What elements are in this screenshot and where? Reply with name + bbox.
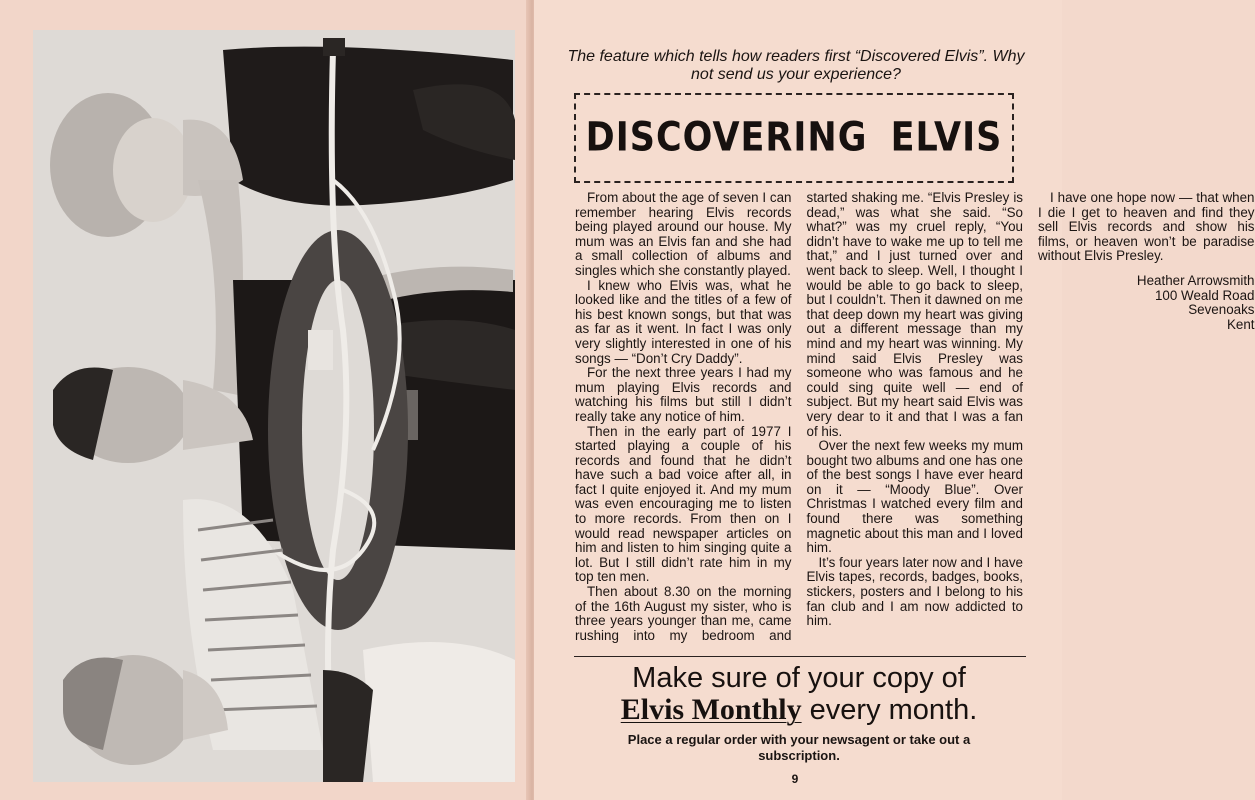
title-box: [574, 93, 1014, 183]
promo-headline: Make sure of your copy of: [632, 662, 966, 694]
author-town: Sevenoaks: [1188, 302, 1255, 318]
magazine-name: Elvis Monthly: [620, 693, 802, 726]
author-county: Kent: [1226, 316, 1255, 332]
article-paragraph: I knew who Elvis was, what he looked like and the titles of a few of his best known songs, but that was as far as it went. In fact I was only very slightly interested in one of his songs — “Don’t Cry Daddy”.: [575, 277, 792, 366]
article-paragraph: Then in the early part of 1977 I started playing a couple of his records and found that he didn’t have such a bad voice after all, in fact I quite enjoyed it. And my mum was even encouraging me to listen to more records. From then on I would read newspaper articles on him and listen to him singing quite a lot. But I still didn’t rate him in my top ten men.: [575, 423, 792, 585]
left-page: [0, 0, 530, 800]
promo-subtext: Place a regular order with your newsagent or take out a subscription.: [627, 732, 971, 763]
article-paragraph: It’s four years later now and I have Elvis tapes, records, badges, books, stickers, posters and I belong to his fan club and I am now addicted to him.: [806, 554, 1023, 629]
promo-rest: every month.: [801, 694, 978, 726]
promo-headline-2: [566, 694, 1032, 726]
author-signature: [1038, 274, 1255, 332]
divider: [574, 656, 1026, 657]
article-paragraph: From about the age of seven I can remember hearing Elvis records being played around our house. My mum was an Elvis fan and she had a small collection of albums and singles which she constantly played.: [575, 190, 792, 278]
page-number: 9: [791, 772, 799, 786]
feature-intro: The feature which tells how readers first “Discovered Elvis”. Why not send us your experience?: [567, 48, 1025, 83]
photo-illustration: [33, 30, 515, 782]
article-paragraph: Over the next few weeks my mum bought two albums and one has one of the best songs I have ever heard on it — “Moody Blue”. Over Christmas I watched every film and found there was something magnetic about this man and I loved him.: [806, 438, 1023, 556]
article-body: [575, 190, 1255, 653]
photo: [33, 30, 515, 782]
article-paragraph: Then about 8.30 on the morning of the 16th August my sister, who is three years younger than me, came rushing into my bedroom and started shaking me. “Elvis Presley is dead,” was what she said. “So what?” was my cruel reply, “You didn’t have to wake me up to tell me that,” and I just turned over and went back to sleep. Well, I thought I would be able to go back to sleep, but I couldn’t. Then it dawned on me that deep down my heart was giving out a different message than my mind and my heart was winning. My mind said Elvis Presley was someone who was famous and he could sing quite well — end of subject. But my heart said Elvis was very dear to it and that I was a fan of his.: [575, 190, 1023, 643]
author-name: Heather Arrowsmith: [1136, 272, 1255, 288]
article-paragraph: I have one hope now — that when I die I get to heaven and find they sell Elvis records and show his films, or heaven won’t be paradise without Elvis Presley.: [1038, 190, 1255, 264]
article-title: DISCOVERING ELVIS: [585, 115, 1003, 161]
article-paragraph: For the next three years I had my mum playing Elvis records and watching his films but still I didn’t really take any notice of him.: [575, 365, 792, 424]
author-street: 100 Weald Road: [1154, 287, 1255, 303]
